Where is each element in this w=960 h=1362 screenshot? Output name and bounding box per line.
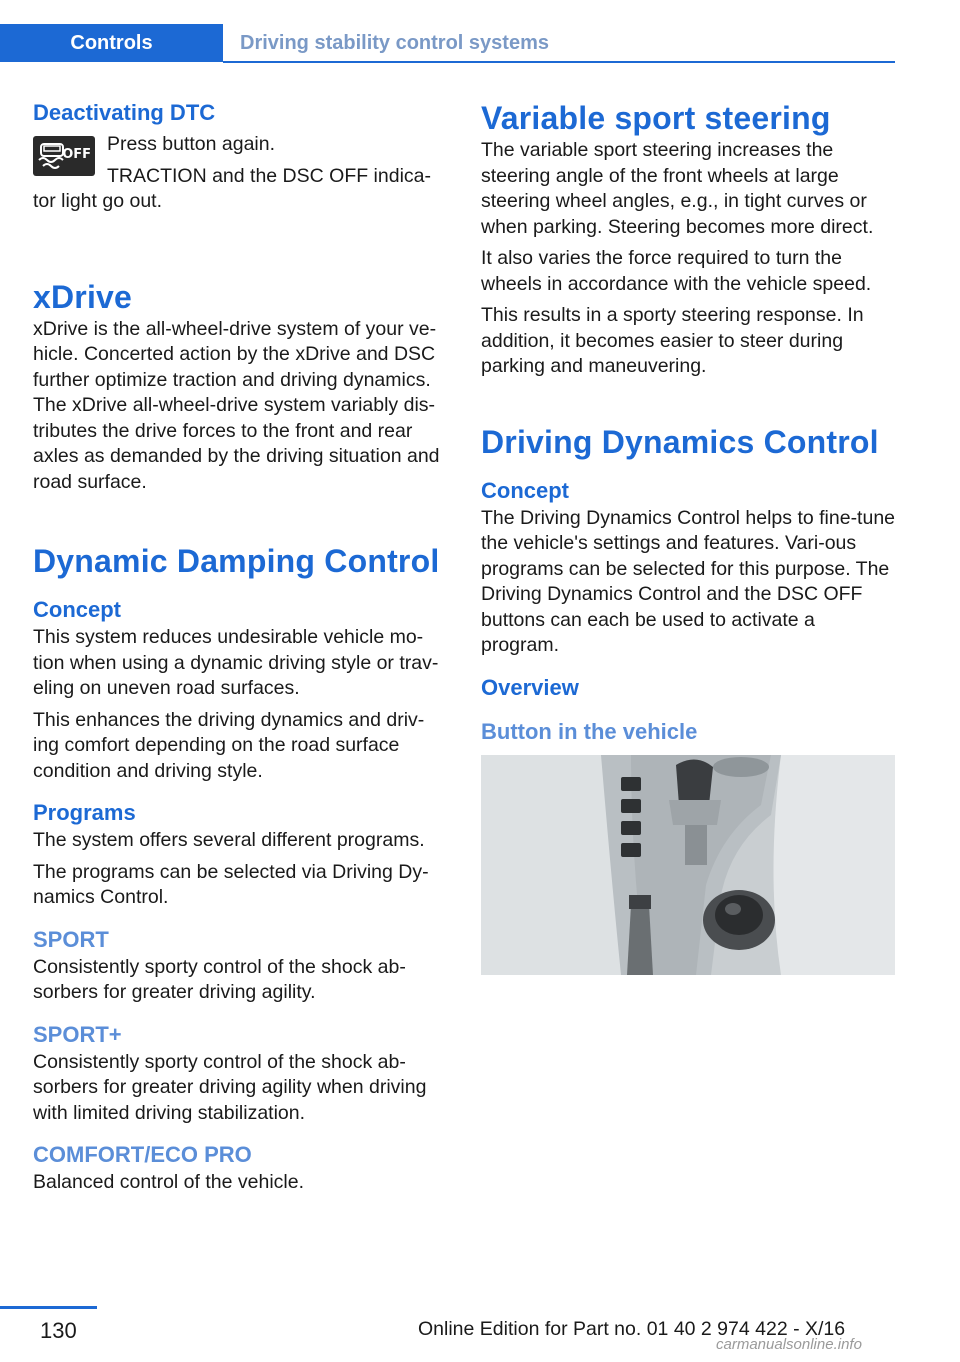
right-column [481,98,895,980]
overview-heading: Overview [481,674,579,700]
dtc-paragraph-1: Press button again. [107,133,276,155]
watermark: carmanualsonline.info [716,1336,862,1353]
ddc-concept-heading: Concept [33,597,121,622]
header-rule [223,61,895,63]
ddc-heading: Dynamic Damping Control [33,543,440,579]
ddc-concept-paragraph-1: This system reduces undesirable vehicle mo-tion when using a dynamic driving style or trav-eling on uneven road surfaces. [33,626,439,699]
edition-info: Online Edition for Part no. 01 40 2 974 422 - X/16 [418,1318,846,1340]
ddc-concept-paragraph-2: This enhances the driving dynamics and driv-ing comfort depending on the road surface condition and driving style. [33,708,425,782]
sportplus-heading: SPORT+ [33,1021,122,1047]
center-console-illustration [481,755,895,975]
xdrive-heading: xDrive [33,278,133,315]
sportplus-paragraph: Consistently sporty control of the shock ab-sorbers for greater driving agility when driving with limited driving stabilization. [33,1050,427,1124]
left-column [33,98,449,1196]
sport-heading: SPORT [33,926,109,952]
vss-heading: Variable sport steering [481,100,831,136]
dyn-concept-paragraph: The Driving Dynamics Control helps to fine-tune the vehicle's settings and features. Vari-ous programs can be selected for this purpose. The Driving Dynamics Control and the DSC OFF buttons can each be used to activate a program. [481,506,896,656]
dyn-heading: Driving Dynamics Control [481,423,879,460]
vss-paragraph-2: It also varies the force required to turn the wheels in accordance with the vehicle speed. [481,247,872,295]
page-number: 130 [40,1318,77,1343]
sport-paragraph: Consistently sporty control of the shock ab-sorbers for greater driving agility. [33,955,406,1003]
off-label: OFF [62,147,91,162]
tab-section-title[interactable]: Driving stability control systems [240,32,549,54]
dtc-heading: Deactivating DTC [33,100,216,125]
vss-paragraph-3: This results in a sporty steering response. In addition, it becomes easier to steer during parking and maneuvering. [481,304,864,377]
tab-controls[interactable]: Controls [0,24,223,62]
dtc-block [33,128,449,215]
programs-paragraph-2: The programs can be selected via Driving Dy-namics Control. [33,860,429,908]
page-header [0,24,895,62]
programs-paragraph-1: The system offers several different programs. [33,829,425,851]
comfort-paragraph: Balanced control of the vehicle. [33,1171,305,1193]
dtc-paragraph-2: TRACTION and the DSC OFF indica-tor light go out. [33,164,431,212]
button-in-vehicle-heading: Button in the vehicle [481,718,698,744]
xdrive-paragraph: xDrive is the all-wheel-drive system of your ve-hicle. Concerted action by the xDrive and DSC further optimize traction and driving dynamics. The xDrive all-wheel-drive system variably dis-tributes the drive forces to the front and rear axles as demanded by the driving situation and road surface. [33,317,440,493]
dyn-concept-heading: Concept [481,477,569,503]
vss-paragraph-1: The variable sport steering increases the steering angle of the front wheels at large steering wheel angles, e.g., in tight curves or when parking. Steering becomes more direct. [481,139,874,238]
comfort-heading: COMFORT/ECO PRO [33,1142,252,1167]
dsc-off-button-icon [33,136,95,176]
programs-heading: Programs [33,800,136,825]
footer-rule [0,1306,97,1309]
